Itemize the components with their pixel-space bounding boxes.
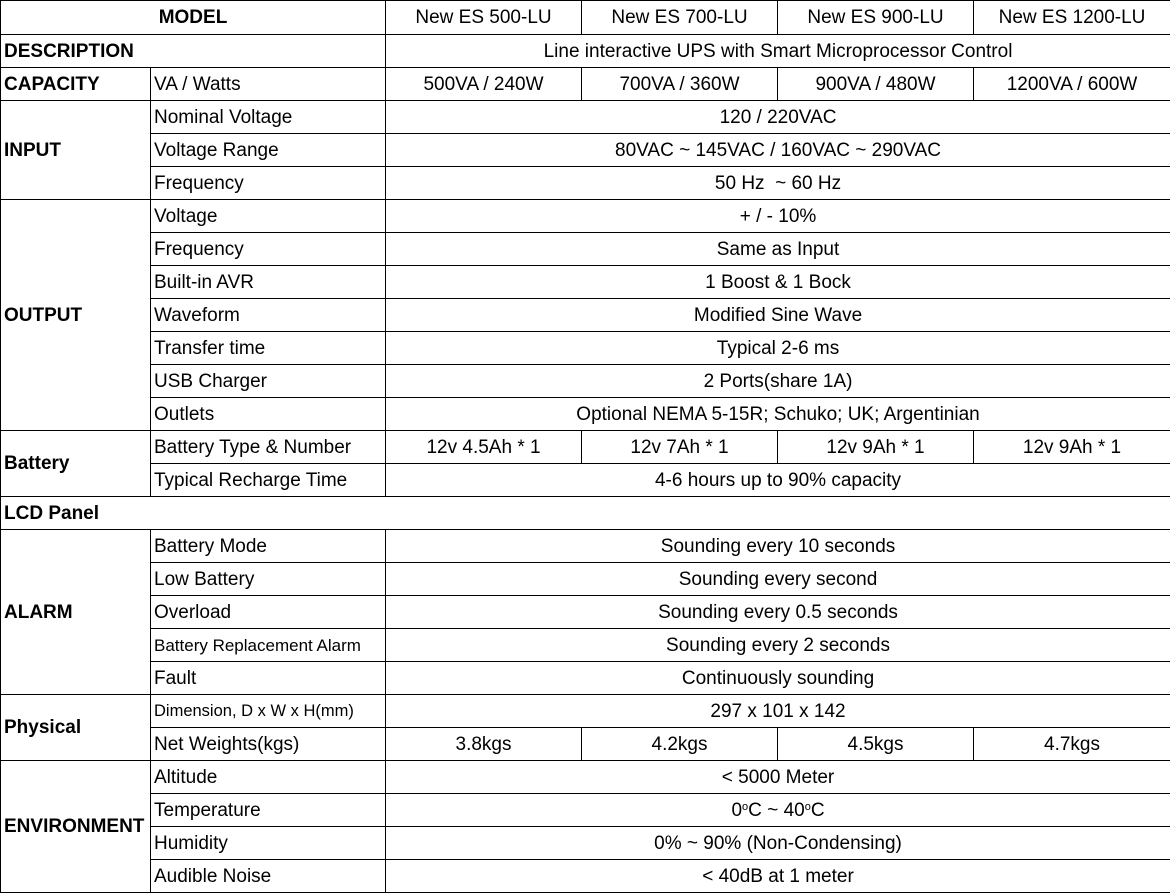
spec-label: USB Charger	[151, 365, 386, 398]
alarm-row	[1, 596, 1170, 629]
spec-label: Low Battery	[151, 563, 386, 596]
capacity-value: 700VA / 360W	[582, 68, 778, 101]
weight-value: 4.7kgs	[974, 728, 1170, 761]
battery-type: 12v 4.5Ah * 1	[386, 431, 582, 464]
weight-value: 4.5kgs	[778, 728, 974, 761]
spec-value: Typical 2-6 ms	[386, 332, 1170, 365]
temperature-unit: C	[811, 800, 825, 821]
capacity-value: 900VA / 480W	[778, 68, 974, 101]
input-row	[1, 167, 1170, 200]
spec-label: Humidity	[151, 827, 386, 860]
environment-row	[1, 794, 1170, 827]
temperature-separator: ~	[762, 800, 784, 821]
spec-value: Sounding every 10 seconds	[386, 530, 1170, 563]
output-row	[1, 365, 1170, 398]
description-label: DESCRIPTION	[1, 35, 386, 68]
spec-value: < 40dB at 1 meter	[386, 860, 1170, 893]
spec-value: 80VAC ~ 145VAC / 160VAC ~ 290VAC	[386, 134, 1170, 167]
spec-label: Frequency	[151, 233, 386, 266]
spec-label: Battery Replacement Alarm	[151, 629, 386, 662]
spec-value: 297 x 101 x 142	[386, 695, 1170, 728]
spec-value: Same as Input	[386, 233, 1170, 266]
input-label: INPUT	[1, 101, 151, 200]
capacity-value: 1200VA / 600W	[974, 68, 1170, 101]
physical-row	[1, 728, 1170, 761]
output-row	[1, 332, 1170, 365]
capacity-label: CAPACITY	[1, 68, 151, 101]
battery-type: 12v 7Ah * 1	[582, 431, 778, 464]
alarm-row	[1, 662, 1170, 695]
spec-value: 50 Hz ~ 60 Hz	[386, 167, 1170, 200]
temperature-high: 40	[784, 800, 805, 821]
alarm-row	[1, 629, 1170, 662]
output-row	[1, 299, 1170, 332]
model-name: New ES 700-LU	[582, 1, 778, 35]
model-name: New ES 1200-LU	[974, 1, 1170, 35]
weight-value: 3.8kgs	[386, 728, 582, 761]
spec-label: Battery Mode	[151, 530, 386, 563]
spec-label: Built-in AVR	[151, 266, 386, 299]
alarm-row	[1, 530, 1170, 563]
temperature-value	[386, 794, 1170, 827]
spec-label: Voltage Range	[151, 134, 386, 167]
spec-label: Net Weights(kgs)	[151, 728, 386, 761]
lcd-label: LCD Panel	[1, 497, 1170, 530]
output-label: OUTPUT	[1, 200, 151, 431]
spec-label: Frequency	[151, 167, 386, 200]
spec-label: Temperature	[151, 794, 386, 827]
model-name: New ES 900-LU	[778, 1, 974, 35]
spec-label: Typical Recharge Time	[151, 464, 386, 497]
battery-type: 12v 9Ah * 1	[974, 431, 1170, 464]
model-row	[1, 1, 1170, 35]
temperature-low: 0	[731, 800, 742, 821]
spec-value: Continuously sounding	[386, 662, 1170, 695]
spec-value: 1 Boost & 1 Bock	[386, 266, 1170, 299]
model-name: New ES 500-LU	[386, 1, 582, 35]
output-row	[1, 200, 1170, 233]
description-value: Line interactive UPS with Smart Microprocessor Control	[386, 35, 1170, 68]
spec-label: Battery Type & Number	[151, 431, 386, 464]
weight-value: 4.2kgs	[582, 728, 778, 761]
model-label: MODEL	[1, 1, 386, 35]
battery-label: Battery	[1, 431, 151, 497]
spec-value: Optional NEMA 5-15R; Schuko; UK; Argentinian	[386, 398, 1170, 431]
spec-label: Transfer time	[151, 332, 386, 365]
spec-label: Nominal Voltage	[151, 101, 386, 134]
battery-row	[1, 431, 1170, 464]
capacity-value: 500VA / 240W	[386, 68, 582, 101]
spec-value: Modified Sine Wave	[386, 299, 1170, 332]
spec-label: Voltage	[151, 200, 386, 233]
description-row	[1, 35, 1170, 68]
physical-row	[1, 695, 1170, 728]
output-row	[1, 266, 1170, 299]
physical-label: Physical	[1, 695, 151, 761]
spec-value: Sounding every 2 seconds	[386, 629, 1170, 662]
environment-row	[1, 860, 1170, 893]
capacity-row	[1, 68, 1170, 101]
degree-symbol: o	[742, 801, 748, 813]
spec-label: Outlets	[151, 398, 386, 431]
spec-label: Audible Noise	[151, 860, 386, 893]
spec-label: Waveform	[151, 299, 386, 332]
spec-value: 4-6 hours up to 90% capacity	[386, 464, 1170, 497]
spec-label: Overload	[151, 596, 386, 629]
input-row	[1, 101, 1170, 134]
environment-label: ENVIRONMENT	[1, 761, 151, 893]
spec-label: Altitude	[151, 761, 386, 794]
lcd-row	[1, 497, 1170, 530]
battery-row	[1, 464, 1170, 497]
spec-value: Sounding every 0.5 seconds	[386, 596, 1170, 629]
battery-type: 12v 9Ah * 1	[778, 431, 974, 464]
temperature-unit: C	[748, 800, 762, 821]
output-row	[1, 233, 1170, 266]
alarm-row	[1, 563, 1170, 596]
environment-row	[1, 761, 1170, 794]
spec-label: Fault	[151, 662, 386, 695]
capacity-sub-label: VA / Watts	[151, 68, 386, 101]
spec-value: 0% ~ 90% (Non-Condensing)	[386, 827, 1170, 860]
spec-value: < 5000 Meter	[386, 761, 1170, 794]
spec-label: Dimension, D x W x H(mm)	[151, 695, 386, 728]
environment-row	[1, 827, 1170, 860]
alarm-label: ALARM	[1, 530, 151, 695]
spec-value: 120 / 220VAC	[386, 101, 1170, 134]
spec-value: Sounding every second	[386, 563, 1170, 596]
spec-value: + / - 10%	[386, 200, 1170, 233]
degree-symbol: o	[805, 801, 811, 813]
input-row	[1, 134, 1170, 167]
output-row	[1, 398, 1170, 431]
spec-value: 2 Ports(share 1A)	[386, 365, 1170, 398]
